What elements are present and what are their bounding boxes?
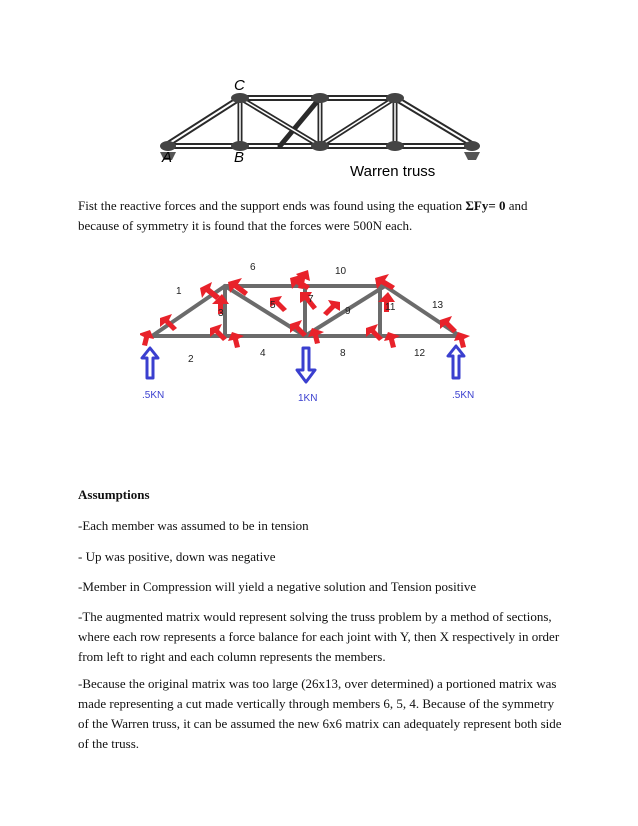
intro-text-after: and because of symmetry it is found that the forces were 500N each.: [78, 198, 528, 233]
member-label-7: 7: [308, 294, 314, 305]
assumption-item-1: -Each member was assumed to be in tension: [78, 518, 309, 533]
warren-truss-drawing: [150, 76, 495, 196]
center-load-label: 1KN: [298, 393, 318, 404]
assumption-item-4: -The augmented matrix would represent solving the truss problem by a method of sections, where each row represents a force balance for each joint with Y, then X respectively in order from left to right and each column represents the members.: [78, 609, 560, 664]
intro-text-before: Fist the reactive forces and the support ends was found using the equation: [78, 198, 466, 213]
assumptions-heading: [78, 485, 568, 505]
assumption-item-5: -Because the original matrix was too large (26x13, over determined) a portioned matrix was made representing a cut made vertically through members 6, 5, 4. Because of the symmetry of the Warren truss, it can be assumed the new 6x6 matrix can adequately represent both side of the truss.: [78, 676, 562, 751]
assumptions-heading-text: Assumptions: [78, 487, 150, 502]
member-label-2: 2: [188, 354, 194, 365]
member-label-11: 11: [385, 302, 396, 313]
member-label-5: 5: [270, 300, 276, 311]
member-label-9: 9: [345, 306, 351, 317]
intro-paragraph: [78, 196, 568, 236]
member-label-6: 6: [250, 262, 256, 273]
support-right: [464, 152, 480, 160]
member-label-13: 13: [432, 300, 444, 311]
center-load-arrow: [297, 348, 315, 382]
member-label-1: 1: [176, 286, 182, 297]
left-reaction-arrow: [142, 348, 158, 378]
label-c: C: [234, 77, 245, 94]
left-reaction-label: .5KN: [142, 390, 165, 401]
label-a: A: [162, 149, 173, 166]
assumption-item-3: -Member in Compression will yield a negative solution and Tension positive: [78, 579, 477, 594]
right-reaction-arrow: [448, 346, 464, 378]
member-label-12: 12: [414, 348, 426, 359]
member-label-10: 10: [335, 266, 347, 277]
member-label-4: 4: [260, 348, 266, 359]
warren-truss-figure: [150, 76, 495, 196]
equation: ΣFy= 0: [465, 198, 506, 213]
member-label-8: 8: [340, 348, 346, 359]
figure-caption: Warren truss: [350, 163, 436, 180]
right-reaction-label: .5KN: [452, 390, 475, 401]
assumption-item-2: - Up was positive, down was negative: [78, 549, 276, 564]
annotated-truss-drawing: [140, 258, 490, 408]
member-label-3: 3: [218, 308, 224, 319]
label-b: B: [234, 149, 245, 166]
annotated-truss-figure: [140, 258, 490, 408]
